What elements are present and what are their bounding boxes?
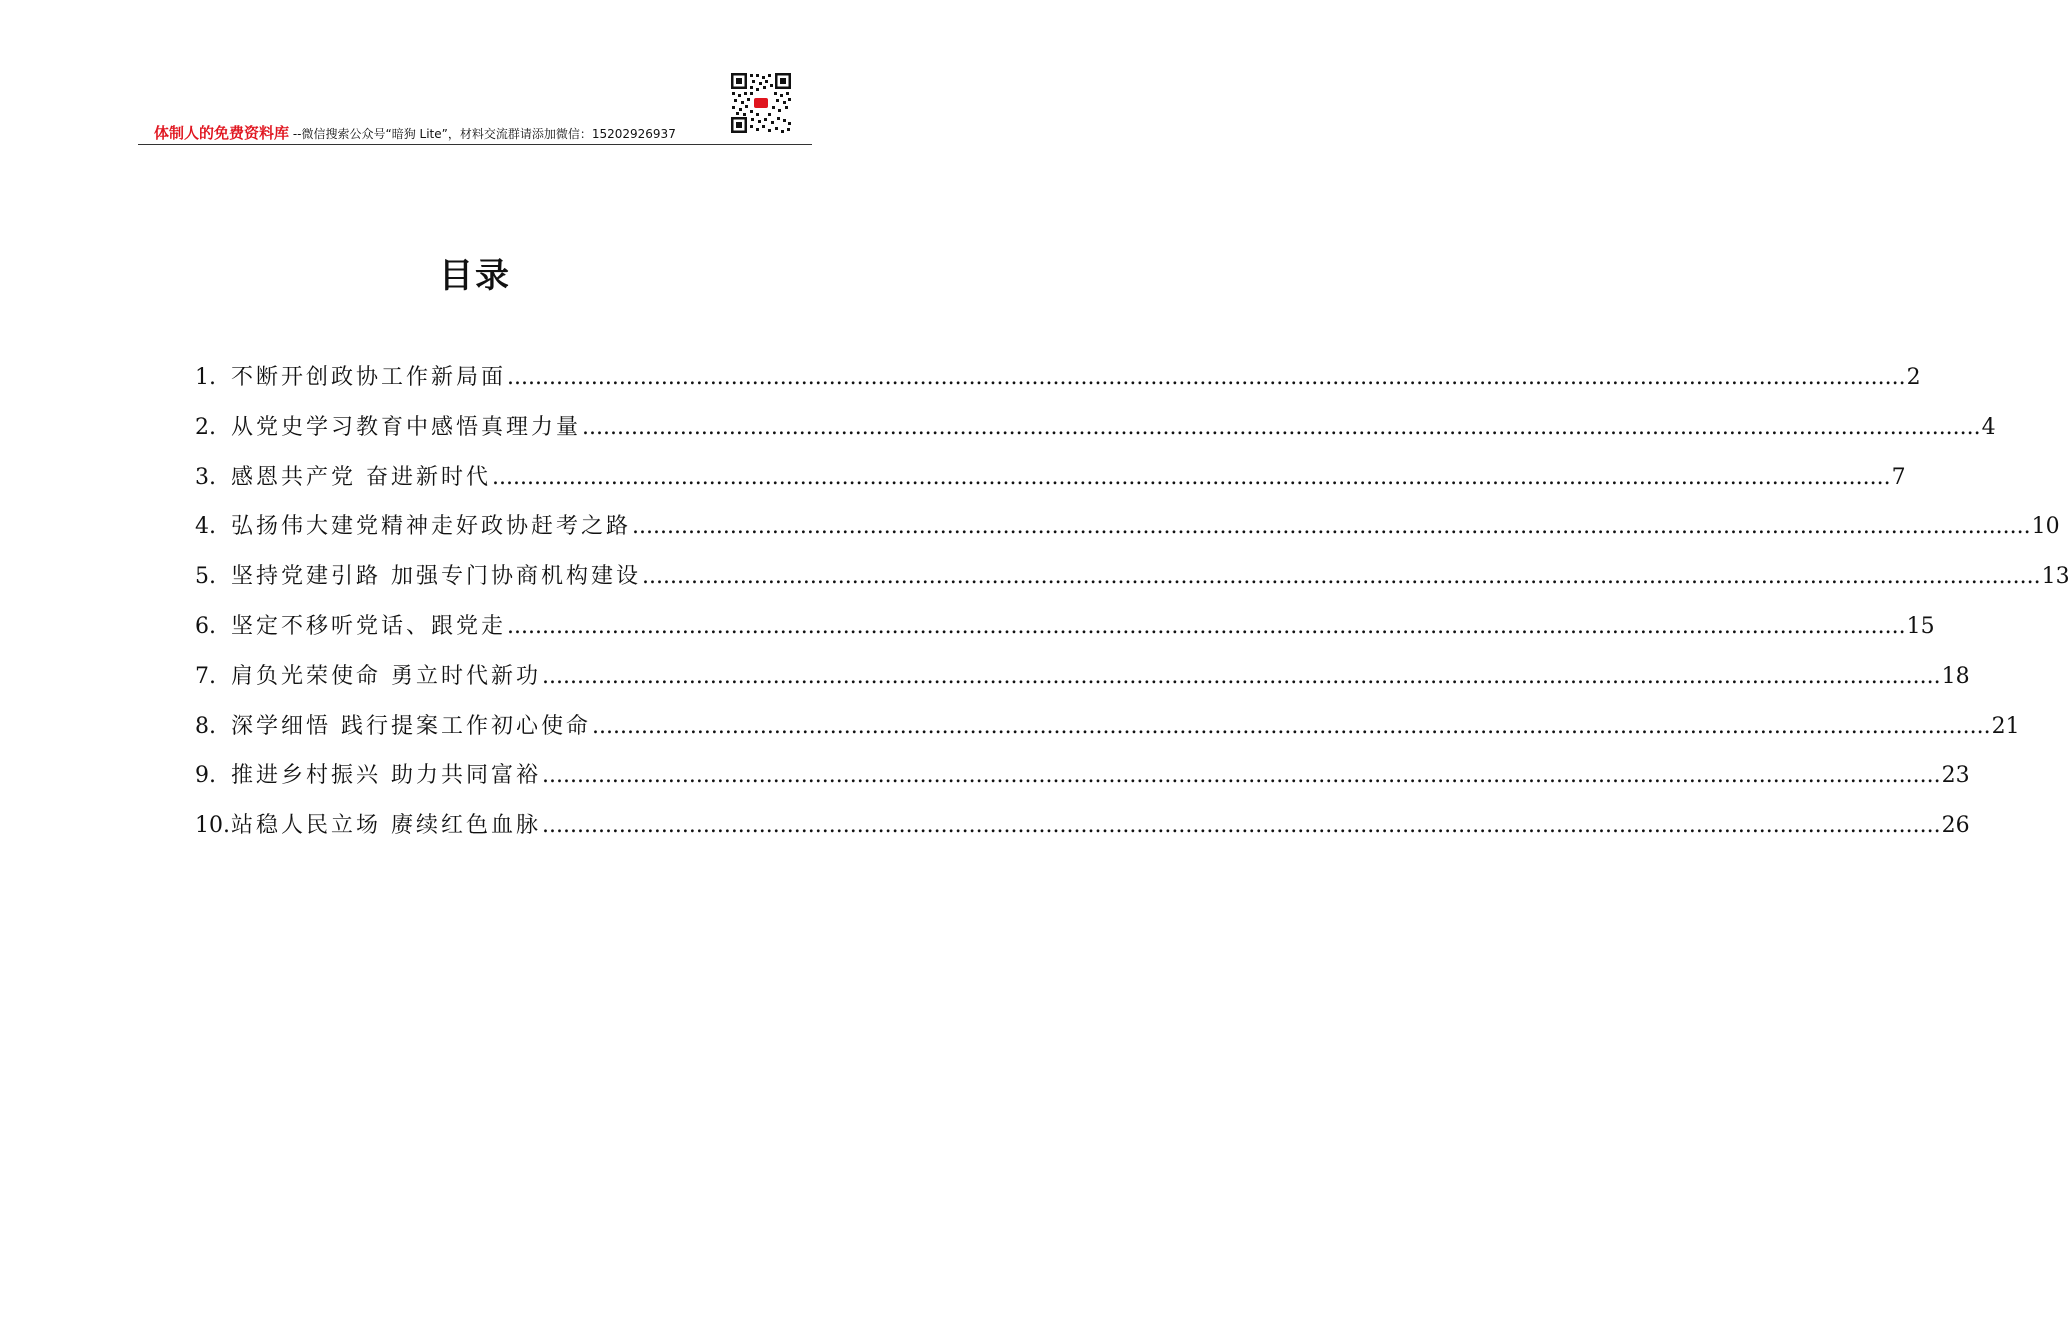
toc-entry-4[interactable] <box>195 509 2060 559</box>
toc-leader: ........................................................................................................................................................................................................ <box>507 613 1906 639</box>
toc-leader: ........................................................................................................................................................................................................ <box>592 713 1991 739</box>
toc-page-number: 4 <box>1981 414 1996 440</box>
toc-entry-10[interactable] <box>195 808 1970 858</box>
toc-entry-9[interactable] <box>195 758 1970 808</box>
toc-title: 感恩共产党 奋进新时代 <box>231 464 491 490</box>
toc-title: 弘扬伟大建党精神走好政协赶考之路 <box>231 514 632 540</box>
toc-leader: ........................................................................................................................................................................................................ <box>542 763 1941 789</box>
toc-number: 7. <box>195 663 216 689</box>
toc-number: 8. <box>195 713 216 739</box>
toc-page-number: 2 <box>1906 365 1921 390</box>
toc-page-number: 21 <box>1991 713 2020 739</box>
toc-title: 站稳人民立场 赓续红色血脉 <box>231 813 541 839</box>
toc-number: 4. <box>195 514 216 540</box>
header-note: --微信搜索公众号“暗狗 Lite”，材料交流群请添加微信：15202926937 <box>289 127 676 141</box>
toc-leader: ........................................................................................................................................................................................................ <box>542 663 1941 689</box>
toc-leader: ........................................................................................................................................................................................................ <box>492 464 1891 490</box>
toc-number: 6. <box>195 613 216 639</box>
toc-entry-8[interactable] <box>195 709 2020 759</box>
toc-title: 不断开创政协工作新局面 <box>231 365 507 390</box>
toc-title: 深学细悟 践行提案工作初心使命 <box>231 713 591 739</box>
toc-title: 推进乡村振兴 助力共同富裕 <box>231 763 541 789</box>
toc-entry-3[interactable] <box>195 460 1906 510</box>
toc-leader: ........................................................................................................................................................................................................ <box>542 813 1941 839</box>
toc-number: 2. <box>195 414 216 440</box>
toc-title: 坚定不移听党话、跟党走 <box>231 613 507 639</box>
toc-leader: ........................................................................................................................................................................................................ <box>632 514 2031 540</box>
toc-entry-2[interactable] <box>195 410 1996 460</box>
toc-page-number: 7 <box>1891 464 1906 490</box>
brand-text: 体制人的免费资料库 <box>154 124 290 142</box>
toc-page-number: 18 <box>1941 663 1970 689</box>
toc-entry-5[interactable] <box>195 559 2070 609</box>
toc-entry-1[interactable] <box>195 360 1921 410</box>
toc-number: 3. <box>195 464 216 490</box>
table-of-contents <box>195 360 2070 858</box>
toc-page-number: 15 <box>1906 613 1935 639</box>
toc-leader: ........................................................................................................................................................................................................ <box>507 365 1906 390</box>
toc-number: 9. <box>195 763 216 789</box>
toc-entry-6[interactable] <box>195 609 1935 659</box>
toc-page-number: 23 <box>1941 763 1970 789</box>
qr-code-icon <box>730 72 792 134</box>
header-divider <box>138 144 812 145</box>
toc-title: 肩负光荣使命 勇立时代新功 <box>231 663 541 689</box>
toc-title: 坚持党建引路 加强专门协商机构建设 <box>231 564 641 590</box>
toc-number: 10. <box>195 813 230 839</box>
page-title: 目录 <box>439 256 511 296</box>
toc-entry-7[interactable] <box>195 659 1970 709</box>
toc-leader: ........................................................................................................................................................................................................ <box>582 414 1981 440</box>
toc-page-number: 10 <box>2031 514 2060 540</box>
toc-page-number: 13 <box>2041 564 2070 590</box>
toc-leader: ........................................................................................................................................................................................................ <box>642 564 2041 590</box>
toc-number: 1. <box>195 365 216 390</box>
header-banner <box>154 122 676 143</box>
toc-page-number: 26 <box>1941 813 1970 839</box>
toc-title: 从党史学习教育中感悟真理力量 <box>231 414 582 440</box>
page-header <box>138 72 812 146</box>
toc-number: 5. <box>195 564 216 590</box>
